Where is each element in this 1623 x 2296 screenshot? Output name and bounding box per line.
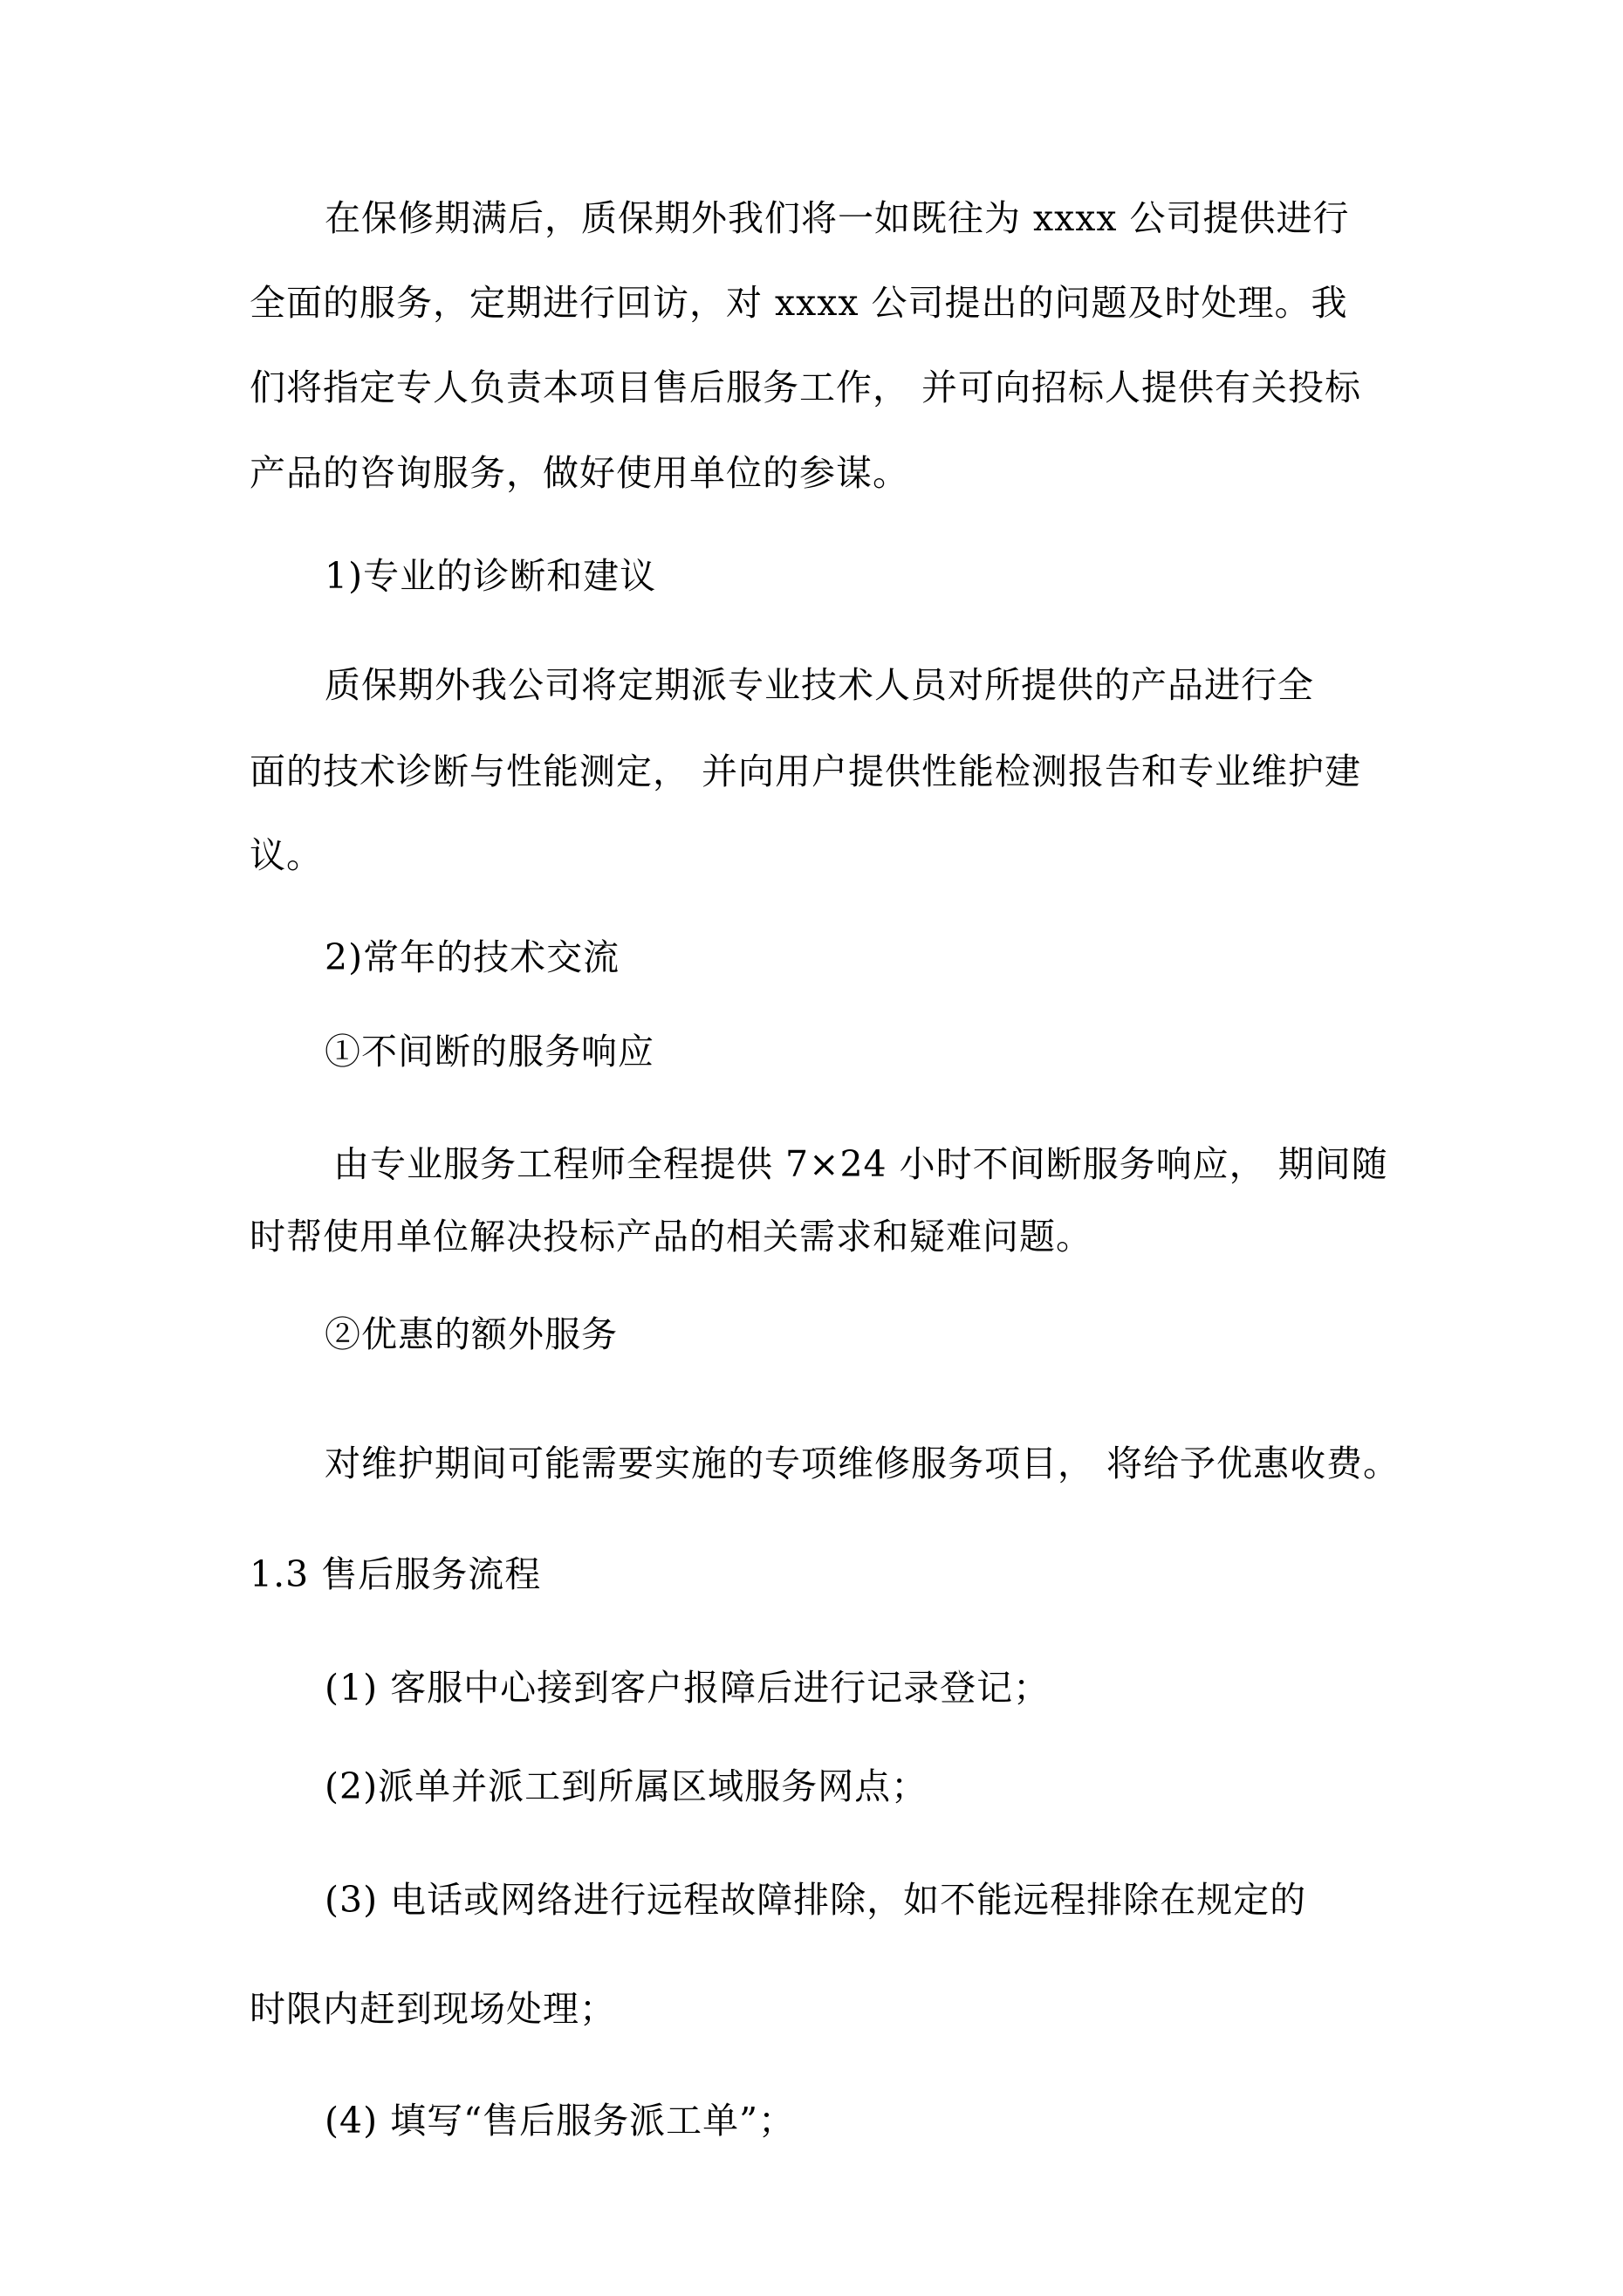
paragraph-warranty-line-2: 全面的服务，定期进行回访，对 xxxx 公司提出的问题及时处理。我: [250, 282, 1348, 324]
paragraph-warranty-line-3: 们将指定专人负责本项目售后服务工作， 并可向招标人提供有关投标: [250, 367, 1362, 408]
paragraph-response-line-1: 由专业服务工程师全程提供 7×24 小时不间断服务响应， 期间随: [333, 1143, 1388, 1185]
subheading-diagnosis: 1)专业的诊断和建议: [325, 555, 657, 597]
paragraph-warranty-line-1: 在保修期满后，质保期外我们将一如既往为 xxxx 公司提供进行: [325, 197, 1350, 239]
process-step-2: (2)派单并派工到所属区域服务网点；: [325, 1765, 928, 1807]
process-step-1: (1) 客服中心接到客户报障后进行记录登记；: [325, 1667, 1051, 1709]
section-heading-1-3: 1.3 售后服务流程: [250, 1553, 542, 1595]
paragraph-warranty-line-4: 产品的咨询服务，做好使用单位的参谋。: [250, 452, 909, 494]
item-discount-service: ②优惠的额外服务: [325, 1313, 618, 1355]
item-uninterrupted-response: ①不间断的服务响应: [325, 1031, 654, 1073]
subheading-tech-exchange: 2)常年的技术交流: [325, 936, 620, 978]
paragraph-diagnosis-line-3: 议。: [250, 834, 323, 876]
paragraph-response-line-2: 时帮使用单位解决投标产品的相关需求和疑难问题。: [250, 1216, 1092, 1258]
paragraph-discount: 对维护期间可能需要实施的专项维修服务项目， 将给予优惠收费。: [325, 1443, 1400, 1484]
process-step-4: (4) 填写“售后服务派工单”；: [325, 2100, 796, 2142]
paragraph-diagnosis-line-1: 质保期外我公司将定期派专业技术人员对所提供的产品进行全: [325, 664, 1314, 706]
paragraph-diagnosis-line-2: 面的技术诊断与性能测定， 并向用户提供性能检测报告和专业维护建: [250, 750, 1362, 792]
process-step-3-line-1: (3) 电话或网络进行远程故障排除，如不能远程排除在规定的: [325, 1879, 1307, 1921]
process-step-3-line-2: 时限内赶到现场处理；: [250, 1988, 616, 2030]
